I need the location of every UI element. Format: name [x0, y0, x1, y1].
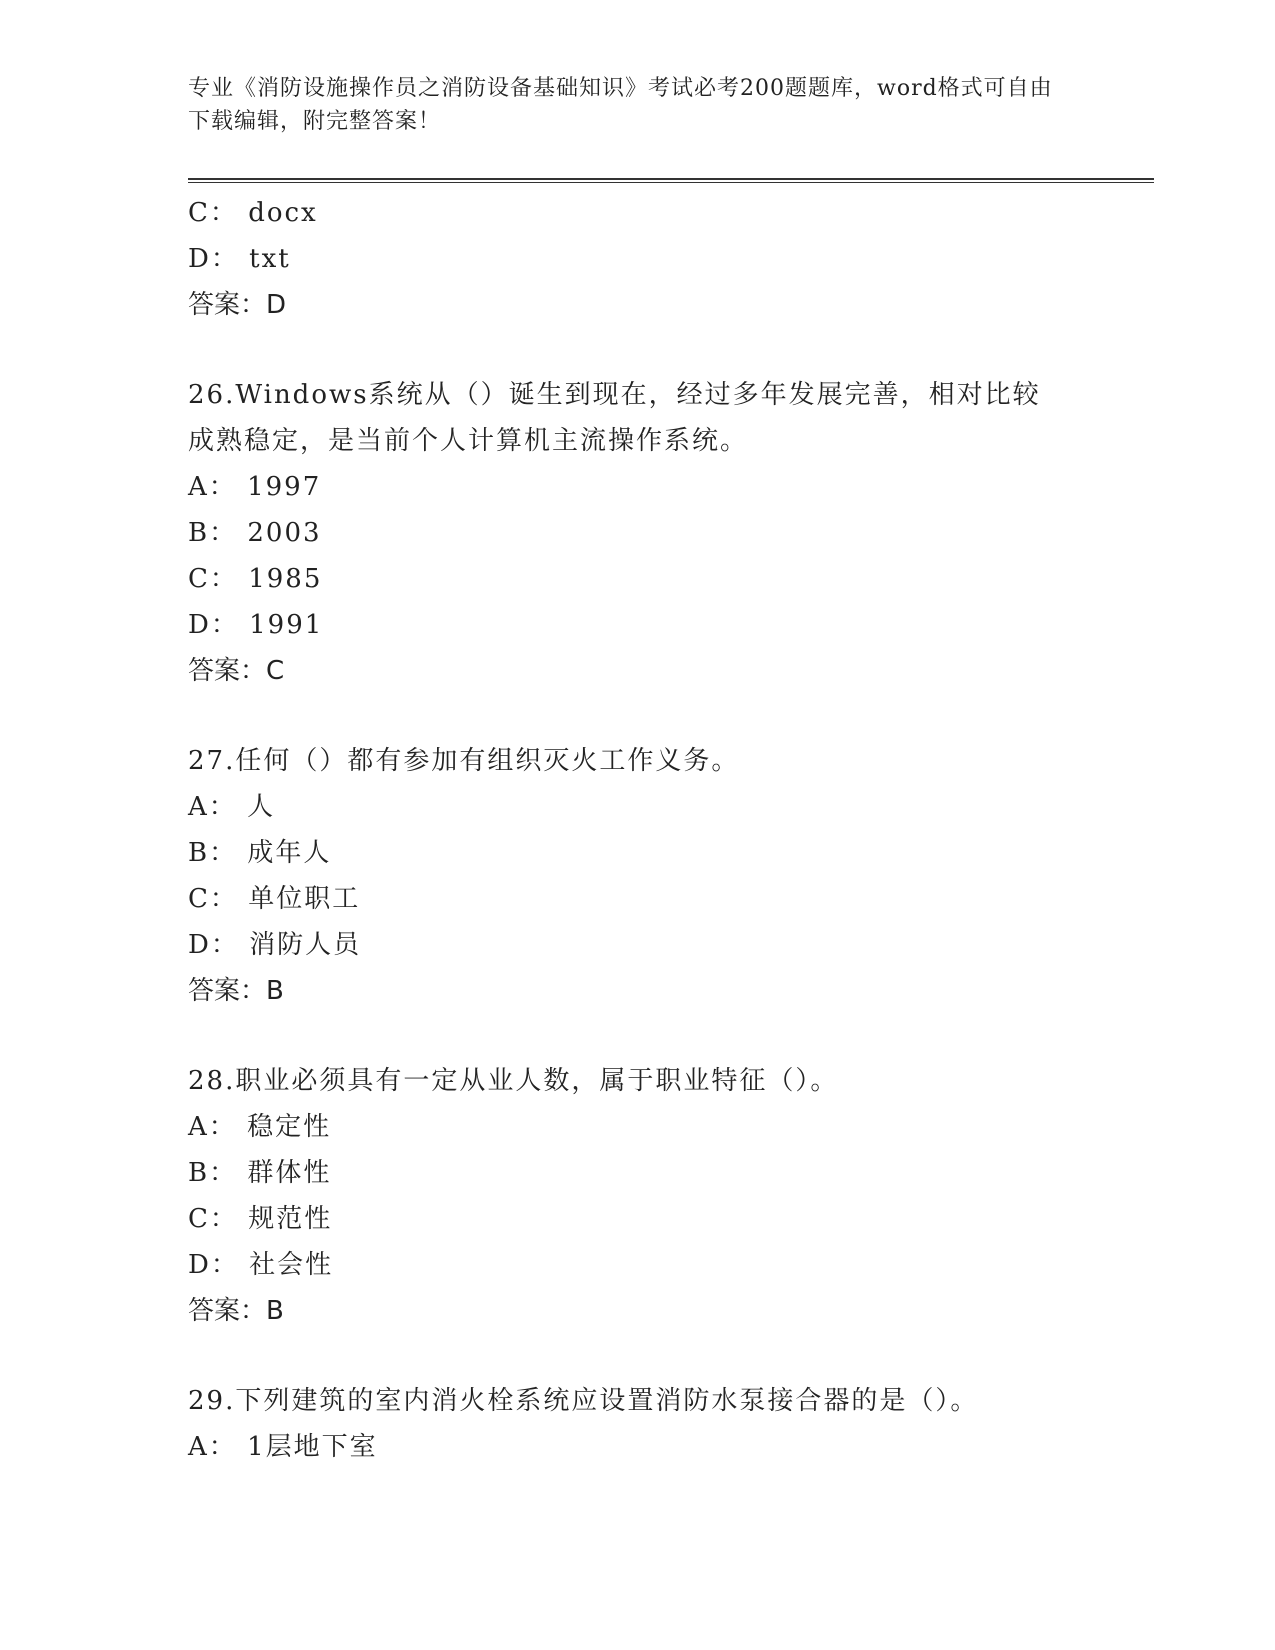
option-b: B： 2003: [188, 518, 322, 548]
option-b: B： 成年人: [188, 838, 332, 868]
question-list: [188, 190, 1148, 1470]
option-a: A： 稳定性: [188, 1112, 332, 1142]
answer-line: 答案：B: [188, 976, 284, 1006]
answer-line: 答案：B: [188, 1296, 284, 1326]
question-28: [188, 1058, 1148, 1334]
header-divider: [188, 178, 1154, 183]
option-a: A： 1997: [188, 472, 322, 502]
option-c: C： 规范性: [188, 1204, 333, 1234]
option-a: A： 1层地下室: [188, 1432, 378, 1462]
option-a: A： 人: [188, 792, 276, 822]
question-29: [188, 1378, 1148, 1470]
option-b: B： 群体性: [188, 1158, 332, 1188]
option-d: D： 社会性: [188, 1250, 334, 1280]
question-27: [188, 738, 1148, 1014]
answer-line: 答案：D: [188, 290, 287, 320]
question-stem: 29.下列建筑的室内消火栓系统应设置消防水泵接合器的是（）。: [188, 1386, 979, 1416]
option-d: D： 1991: [188, 610, 324, 640]
option-d: D： txt: [188, 244, 291, 274]
answer-line: 答案：C: [188, 656, 285, 686]
question-26: [188, 372, 1148, 694]
question-stem: 27.任何（）都有参加有组织灭火工作义务。: [188, 746, 740, 776]
option-c: C： 单位职工: [188, 884, 361, 914]
option-c: C： docx: [188, 198, 318, 228]
option-c: C： 1985: [188, 564, 323, 594]
option-d: D： 消防人员: [188, 930, 362, 960]
page-header: 专业《消防设施操作员之消防设备基础知识》考试必考200题题库，word格式可自由下载编辑，附完整答案！: [188, 76, 1053, 134]
question-stem: 28.职业必须具有一定从业人数，属于职业特征（）。: [188, 1066, 839, 1096]
question-stem: 26.Windows系统从（）诞生到现在，经过多年发展完善，相对比较成熟稳定，是当前个人计算机主流操作系统。: [188, 380, 1041, 456]
continued-question: [188, 190, 1148, 328]
